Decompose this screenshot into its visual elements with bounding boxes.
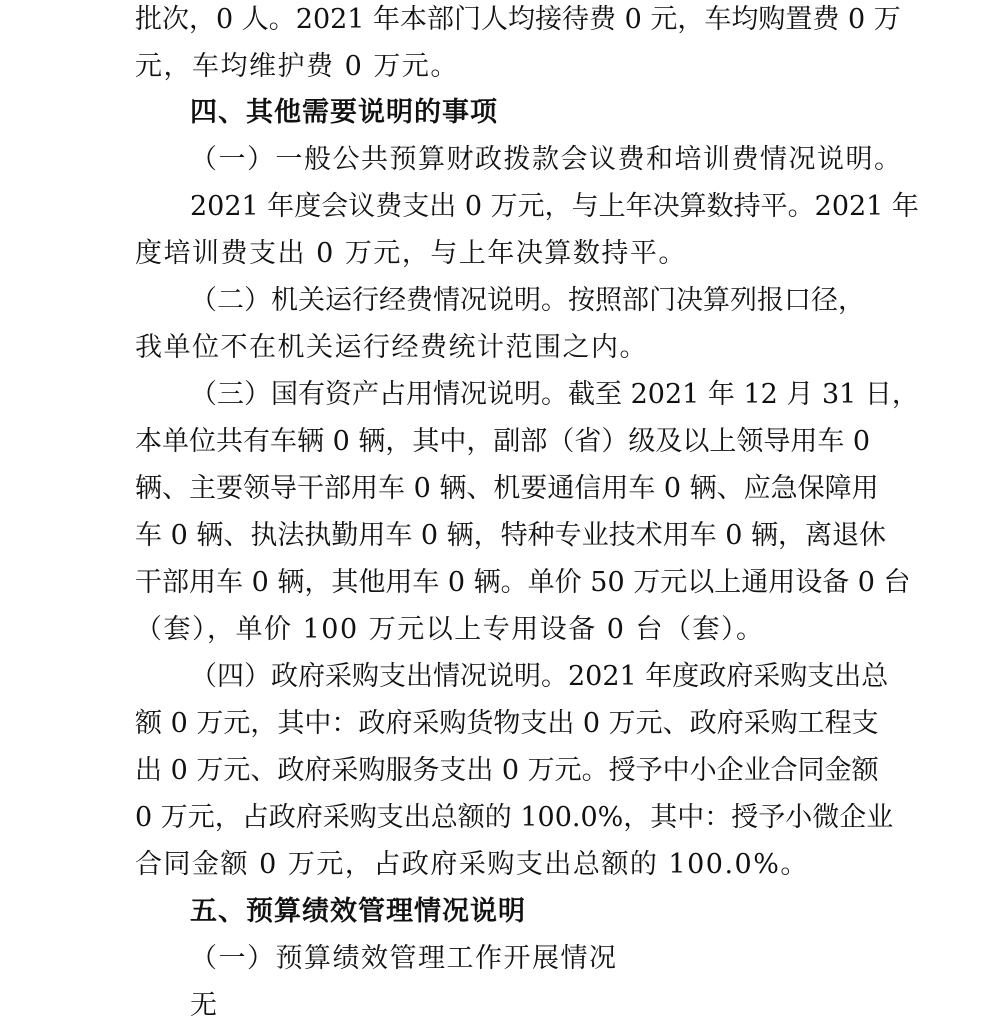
section-heading: 四、其他需要说明的事项 xyxy=(190,97,498,128)
paragraph-line: 我单位不在机关运行经费统计范围之内。 xyxy=(135,332,648,363)
paragraph-line xyxy=(190,284,865,318)
paragraph-line: 出 0 万元、政府采购服务支出 0 万元。授予中小企业合同金额 xyxy=(135,755,879,786)
paragraph-text: 2021 年度政府采购支出总 xyxy=(568,661,889,692)
paragraph-line: 无 xyxy=(190,990,219,1021)
paragraph-line: 度培训费支出 0 万元，与上年决算数持平。 xyxy=(135,238,687,269)
paragraph-line: 合同金额 0 万元，占政府采购支出总额的 100.0%。 xyxy=(135,849,809,880)
paragraph-line: 2021 年度会议费支出 0 万元，与上年决算数持平。2021 年 xyxy=(190,191,919,222)
paragraph-line: 辆、主要领导干部用车 0 辆、机要通信用车 0 辆、应急保障用 xyxy=(135,473,879,504)
paragraph-text: 截至 2021 年 12 月 31 日， xyxy=(568,379,919,410)
paragraph-line: 0 万元，占政府采购支出总额的 100.0%，其中：授予小微企业 xyxy=(135,802,894,833)
paragraph-line: 车 0 辆、执法执勤用车 0 辆，特种专业技术用车 0 辆，离退休 xyxy=(135,520,887,551)
paragraph-line: （套），单价 100 万元以上专用设备 0 台（套）。 xyxy=(135,614,765,645)
paragraph-line xyxy=(190,660,889,694)
paragraph-line: 本单位共有车辆 0 辆，其中，副部（省）级及以上领导用车 0 xyxy=(135,426,871,457)
subsection-lead: （四）政府采购支出情况说明。 xyxy=(190,661,568,692)
paragraph-text: 按照部门决算列报口径， xyxy=(568,285,865,316)
paragraph-line: 元，车均维护费 0 万元。 xyxy=(135,51,459,82)
subsection-lead: （二）机关运行经费情况说明。 xyxy=(190,285,568,316)
paragraph-line xyxy=(190,378,919,412)
section-heading: 五、预算绩效管理情况说明 xyxy=(190,896,526,927)
paragraph-line: 批次，0 人。2021 年本部门人均接待费 0 元，车均购置费 0 万 xyxy=(135,4,901,35)
paragraph-line: 额 0 万元，其中：政府采购货物支出 0 万元、政府采购工程支 xyxy=(135,708,879,739)
subsection-heading: （一）一般公共预算财政拨款会议费和培训费情况说明。 xyxy=(190,144,903,175)
subsection-lead: （三）国有资产占用情况说明。 xyxy=(190,379,568,410)
paragraph-line: 干部用车 0 辆，其他用车 0 辆。单价 50 万元以上通用设备 0 台 xyxy=(135,567,911,598)
subsection-heading: （一）预算绩效管理工作开展情况 xyxy=(190,943,618,974)
